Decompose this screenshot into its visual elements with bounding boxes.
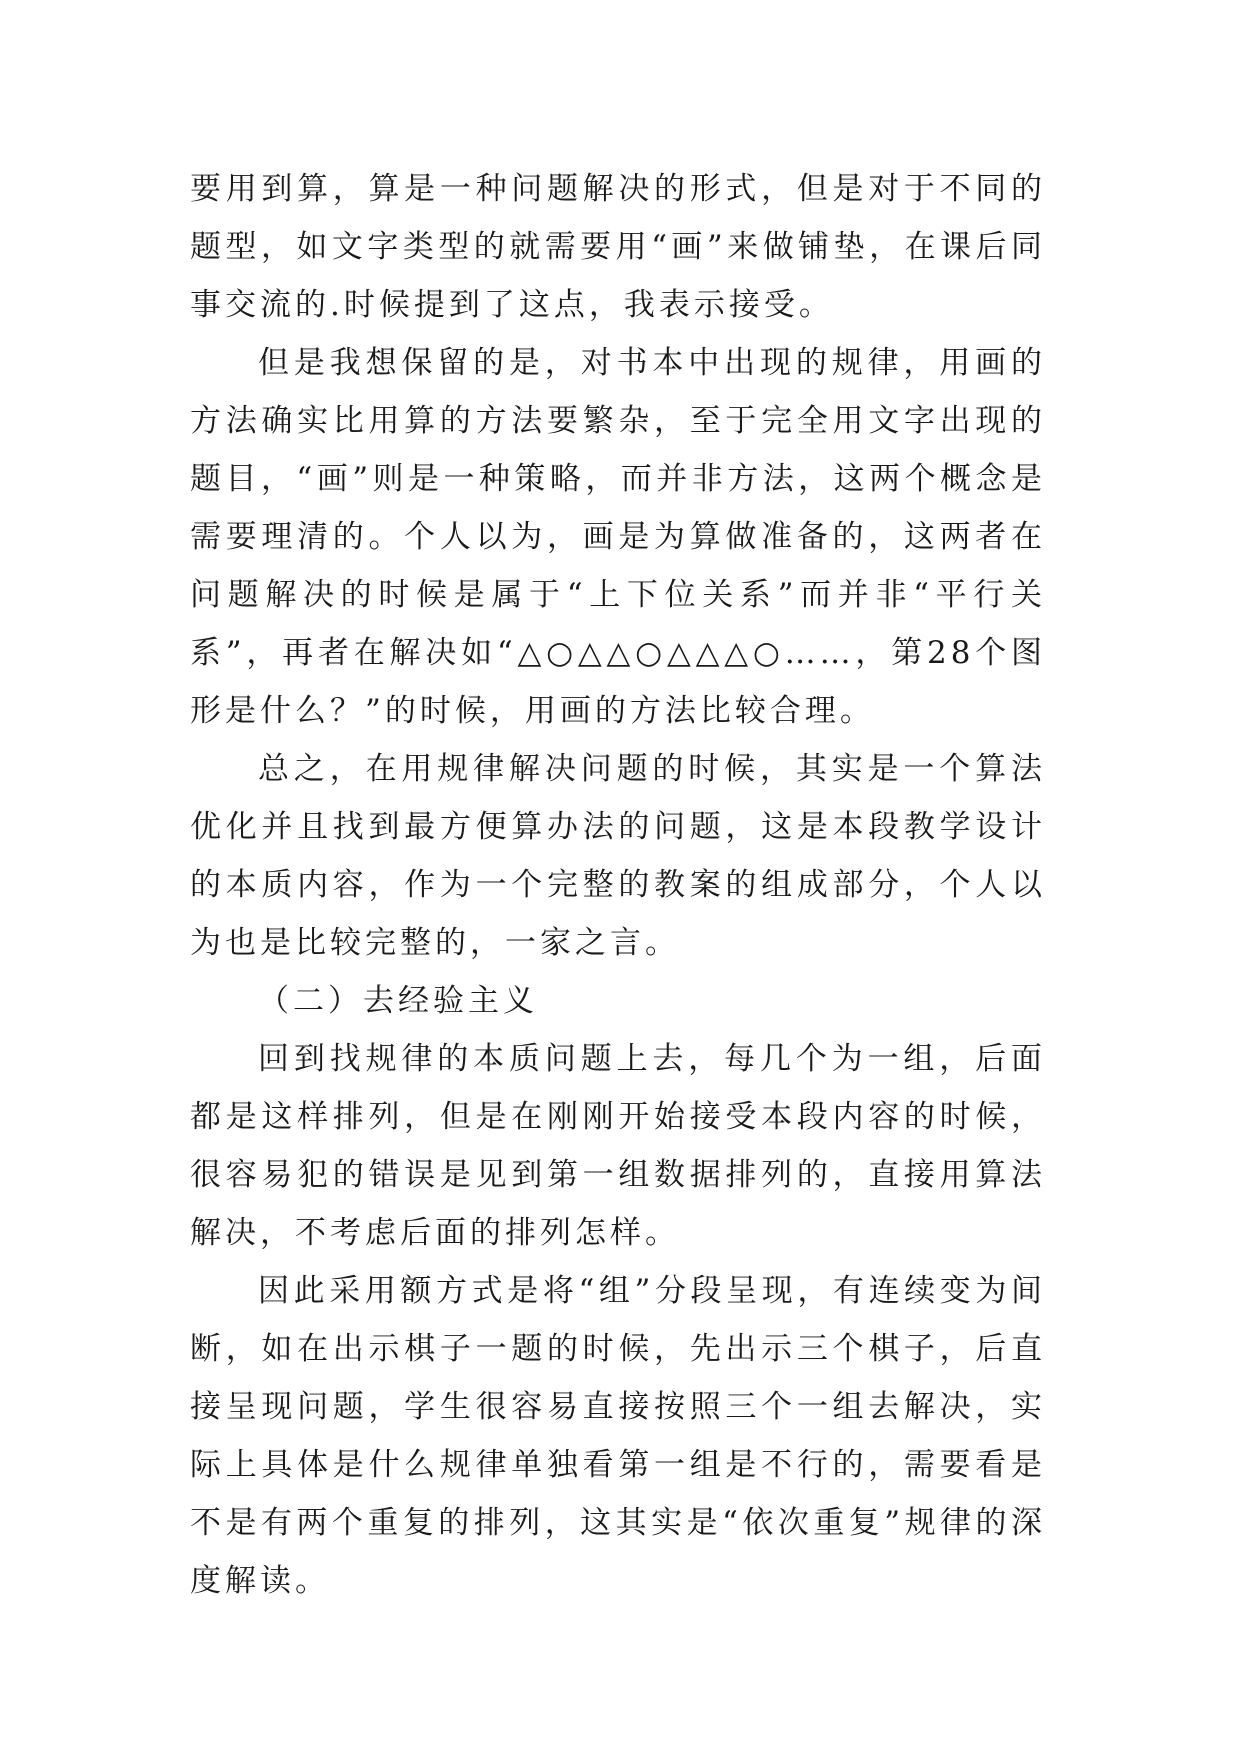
paragraph-method: 因此采用额方式是将“组”分段呈现，有连续变为间断，如在出示棋子一题的时候，先出示三个棋子，后直接呈现问题，学生很容易直接按照三个一组去解决，实际上具体是什么规律单独看第一组是不行的，需要看是不是有两个重复的排列，这其实是“依次重复”规律的深度解读。 (190, 1273, 1046, 1599)
section-heading: （二）去经验主义 (258, 983, 538, 1019)
document-page (190, 160, 1046, 1610)
paragraph-essence: 回到找规律的本质问题上去，每几个为一组，后面都是这样排列，但是在刚刚开始接受本段内容的时候，很容易犯的错误是见到第一组数据排列的，直接用算法解决，不考虑后面的排列怎样。 (190, 1041, 1046, 1251)
paragraph-draw-vs-calculate: 但是我想保留的是，对书本中出现的规律，用画的方法确实比用算的方法要繁杂，至于完全用文字出现的题目，“画”则是一种策略，而并非方法，这两个概念是需要理清的。个人以为，画是为算做准备的，这两者在问题解决的时候是属于“上下位关系”而并非“平行关系”，再者在解决如“△○△△○△△△○……，第28个图形是什么？”的时候，用画的方法比较合理。 (190, 345, 1046, 729)
paragraph-continuation: 要用到算，算是一种问题解决的形式，但是对于不同的题型，如文字类型的就需要用“画”来做铺垫，在课后同事交流的.时候提到了这点，我表示接受。 (190, 171, 1046, 323)
paragraph-summary: 总之，在用规律解决问题的时候，其实是一个算法优化并且找到最方便算办法的问题，这是本段教学设计的本质内容，作为一个完整的教案的组成部分，个人以为也是比较完整的，一家之言。 (190, 751, 1046, 961)
